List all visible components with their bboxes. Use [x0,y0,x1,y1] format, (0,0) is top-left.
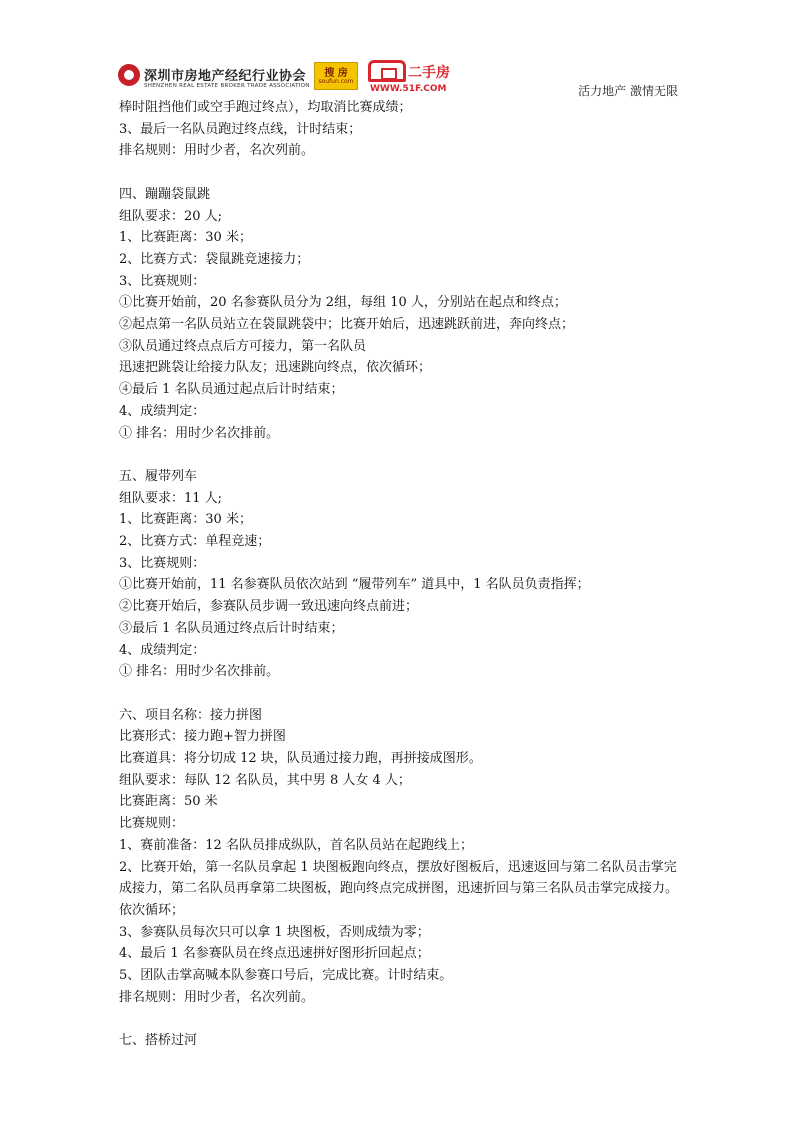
text-line: 1、比赛距离：30 米； [119,512,252,528]
text-line: 棒时阻挡他们或空手跑过终点），均取消比赛成绩； [119,100,412,115]
section-heading: 四、蹦蹦袋鼠跳 [119,186,211,202]
text-line: 1、赛前准备：12 名队员排成纵队，首名队员站在起跑线上； [119,837,473,853]
text-line: 3、最后一名队员跑过终点线，计时结束； [119,121,362,137]
sofang-logo [314,62,358,90]
section-heading: 六、项目名称：接力拼图 [119,707,263,723]
text-line: 4、最后 1 名参赛队员在终点迅速拼好图形折回起点； [119,946,430,962]
text-paragraph: 2、比赛开始，第一名队员拿起 1 块图板跑向终点，摆放好图板后，迅速返回与第二名队员击掌完成接力，第二名队员再拿第二块图板，跑向终点完成拼图，迅速折回与第三名队员击掌完成接力。依次循环； [119,859,679,918]
text-line: 比赛形式：接力跑+智力拼图 [119,729,286,745]
text-line: ③队员通过终点点后方可接力，第一名队员 [119,338,367,354]
text-line: 2、比赛方式：袋鼠跳竞速接力； [119,251,310,267]
text-line: ① 排名：用时少名次排前。 [119,425,280,441]
association-logo-icon [118,64,140,86]
text-line: ③最后 1 名队员通过终点后计时结束； [119,620,344,636]
text-line: 迅速把跳袋让给接力队友；迅速跳向终点，依次循环； [119,360,432,376]
text-line: ④最后 1 名队员通过起点后计时结束； [119,382,344,398]
sofang-logo-url: soufun.com [318,78,354,85]
text-line: 排名规则：用时少者，名次列前。 [119,143,315,159]
text-line: 4、成绩判定： [119,403,206,419]
section-heading: 五、履带列车 [119,468,198,484]
house-logo-icon [368,60,406,82]
text-line: ①比赛开始前，20 名参赛队员分为 2组，每组 10 人，分别站在起点和终点； [119,295,567,311]
text-line: 组队要求：20 人; [119,208,223,224]
text-line: ①比赛开始前，11 名参赛队员依次站到 “履带列车” 道具中，1 名队员负责指挥； [119,577,590,593]
text-line: ②起点第一名队员站立在袋鼠跳袋中；比赛开始后，迅速跳跃前进，奔向终点； [119,317,575,333]
text-line: 2、比赛方式：单程竞速； [119,534,271,550]
text-line: 3、比赛规则： [119,273,206,289]
page-header [118,58,678,98]
section-heading: 七、搭桥过河 [119,1033,198,1049]
document-body [119,97,681,1052]
text-line: ① 排名：用时少名次排前。 [119,664,280,680]
text-line: 比赛道具：将分切成 12 块，队员通过接力跑，再拼接成图形。 [119,751,482,767]
blank-line [119,683,681,705]
association-name-en: SHENZHEN REAL ESTATE BROKER TRADE ASSOCIATION [144,83,310,89]
text-line: 1、比赛距离：30 米； [119,230,252,246]
text-line: 组队要求：每队 12 名队员，其中男 8 人女 4 人； [119,772,411,788]
sofang-logo-text: 搜 房 [324,68,348,79]
text-line: 3、参赛队员每次只可以拿 1 块图板，否则成绩为零； [119,924,430,940]
association-name: 深圳市房地产经纪行业协会 [144,69,307,84]
text-line: 比赛规则： [119,816,185,832]
blank-line [119,1008,681,1030]
blank-line [119,162,681,184]
text-line: ②比赛开始后，参赛队员步调一致迅速向终点前进； [119,599,419,615]
site-url: WWW.51F.COM [370,84,447,94]
text-line: 组队要求：11 人; [119,490,223,506]
text-line: 4、成绩判定： [119,642,206,658]
header-slogan: 活力地产 激情无限 [578,84,678,98]
ershoufang-label: 二手房 [408,65,450,81]
blank-line [119,444,681,466]
text-line: 排名规则：用时少者，名次列前。 [119,989,315,1005]
text-line: 5、团队击掌高喊本队参赛口号后，完成比赛。计时结束。 [119,968,453,984]
text-line: 3、比赛规则： [119,555,206,571]
text-line: 比赛距离：50 米 [119,794,218,810]
